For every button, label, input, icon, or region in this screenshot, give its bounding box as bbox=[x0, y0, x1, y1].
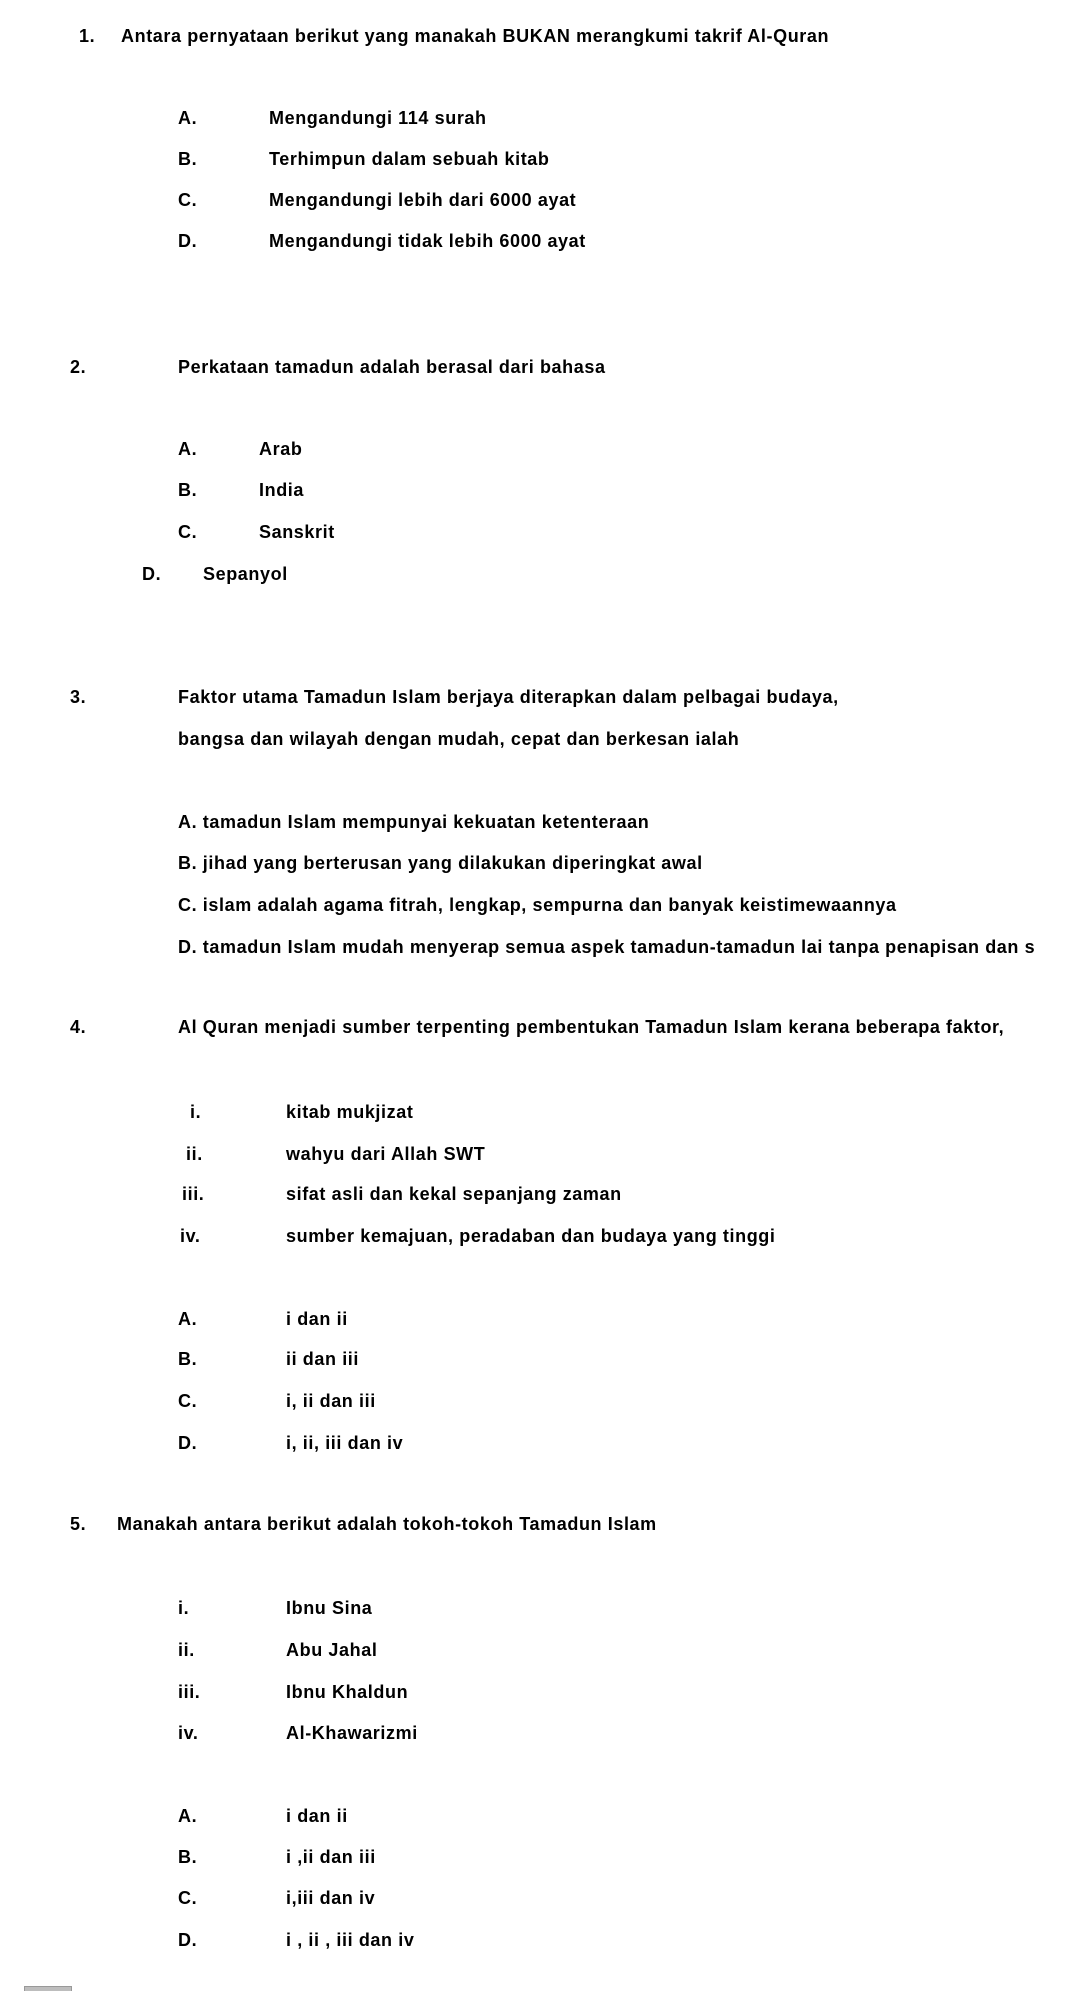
option-label: B. bbox=[178, 149, 198, 169]
question-text: Antara pernyataan berikut yang manakah BUKAN merangkumi takrif Al-Quran bbox=[121, 26, 830, 46]
page-tab-edge bbox=[24, 1986, 72, 1991]
statement-text: Ibnu Sina bbox=[286, 1598, 373, 1618]
statement-text: Al-Khawarizmi bbox=[286, 1723, 418, 1743]
question-text: Al Quran menjadi sumber terpenting pembentukan Tamadun Islam kerana beberapa faktor, bbox=[178, 1017, 1005, 1037]
option-label: D. bbox=[178, 1930, 198, 1950]
statement-label: iii. bbox=[178, 1682, 201, 1702]
option-text: D. tamadun Islam mudah menyerap semua aspek tamadun-tamadun lai tanpa penapisan dan s bbox=[178, 937, 1036, 957]
option-text: Mengandungi lebih dari 6000 ayat bbox=[269, 190, 577, 210]
option-label: A. bbox=[178, 439, 198, 459]
question-number: 3. bbox=[70, 687, 87, 707]
statement-label: i. bbox=[190, 1102, 202, 1122]
statement-text: sifat asli dan kekal sepanjang zaman bbox=[286, 1184, 622, 1204]
statement-label: iv. bbox=[180, 1226, 201, 1246]
question-number: 2. bbox=[70, 357, 87, 377]
option-text: Terhimpun dalam sebuah kitab bbox=[269, 149, 550, 169]
option-text: i dan ii bbox=[286, 1309, 348, 1329]
option-text: i , ii , iii dan iv bbox=[286, 1930, 415, 1950]
question-number: 5. bbox=[70, 1514, 87, 1534]
option-text: i dan ii bbox=[286, 1806, 348, 1826]
question-number: 4. bbox=[70, 1017, 87, 1037]
option-label: C. bbox=[178, 190, 198, 210]
statement-text: kitab mukjizat bbox=[286, 1102, 414, 1122]
statement-label: iv. bbox=[178, 1723, 199, 1743]
option-text: C. islam adalah agama fitrah, lengkap, sempurna dan banyak keistimewaannya bbox=[178, 895, 897, 915]
option-label: C. bbox=[178, 1888, 198, 1908]
statement-label: iii. bbox=[182, 1184, 205, 1204]
option-text: Sanskrit bbox=[259, 522, 335, 542]
option-text: i ,ii dan iii bbox=[286, 1847, 376, 1867]
statement-label: i. bbox=[178, 1598, 190, 1618]
option-text: ii dan iii bbox=[286, 1349, 360, 1369]
statement-text: sumber kemajuan, peradaban dan budaya yang tinggi bbox=[286, 1226, 776, 1246]
question-text: Perkataan tamadun adalah berasal dari bahasa bbox=[178, 357, 606, 377]
option-label: D. bbox=[142, 564, 162, 584]
option-text: India bbox=[259, 480, 305, 500]
statement-text: Abu Jahal bbox=[286, 1640, 378, 1660]
option-label: B. bbox=[178, 480, 198, 500]
option-text: B. jihad yang berterusan yang dilakukan diperingkat awal bbox=[178, 853, 703, 873]
option-label: B. bbox=[178, 1847, 198, 1867]
option-label: D. bbox=[178, 231, 198, 251]
option-label: A. bbox=[178, 1806, 198, 1826]
statement-label: ii. bbox=[178, 1640, 195, 1660]
option-text: i,iii dan iv bbox=[286, 1888, 376, 1908]
statement-label: ii. bbox=[186, 1144, 203, 1164]
option-label: C. bbox=[178, 522, 198, 542]
question-text: Manakah antara berikut adalah tokoh-tokoh Tamadun Islam bbox=[117, 1514, 657, 1534]
option-label: B. bbox=[178, 1349, 198, 1369]
option-text: Sepanyol bbox=[203, 564, 288, 584]
option-label: A. bbox=[178, 1309, 198, 1329]
option-label: A. bbox=[178, 108, 198, 128]
option-text: i, ii, iii dan iv bbox=[286, 1433, 404, 1453]
option-text: Mengandungi tidak lebih 6000 ayat bbox=[269, 231, 586, 251]
statement-text: Ibnu Khaldun bbox=[286, 1682, 409, 1702]
option-text: i, ii dan iii bbox=[286, 1391, 376, 1411]
option-text: Arab bbox=[259, 439, 303, 459]
question-text: Faktor utama Tamadun Islam berjaya diterapkan dalam pelbagai budaya, bbox=[178, 687, 839, 707]
question-text-line-2: bangsa dan wilayah dengan mudah, cepat dan berkesan ialah bbox=[178, 729, 740, 749]
question-number: 1. bbox=[79, 26, 96, 46]
statement-text: wahyu dari Allah SWT bbox=[286, 1144, 486, 1164]
option-label: C. bbox=[178, 1391, 198, 1411]
option-text: Mengandungi 114 surah bbox=[269, 108, 487, 128]
option-text: A. tamadun Islam mempunyai kekuatan ketenteraan bbox=[178, 812, 650, 832]
option-label: D. bbox=[178, 1433, 198, 1453]
